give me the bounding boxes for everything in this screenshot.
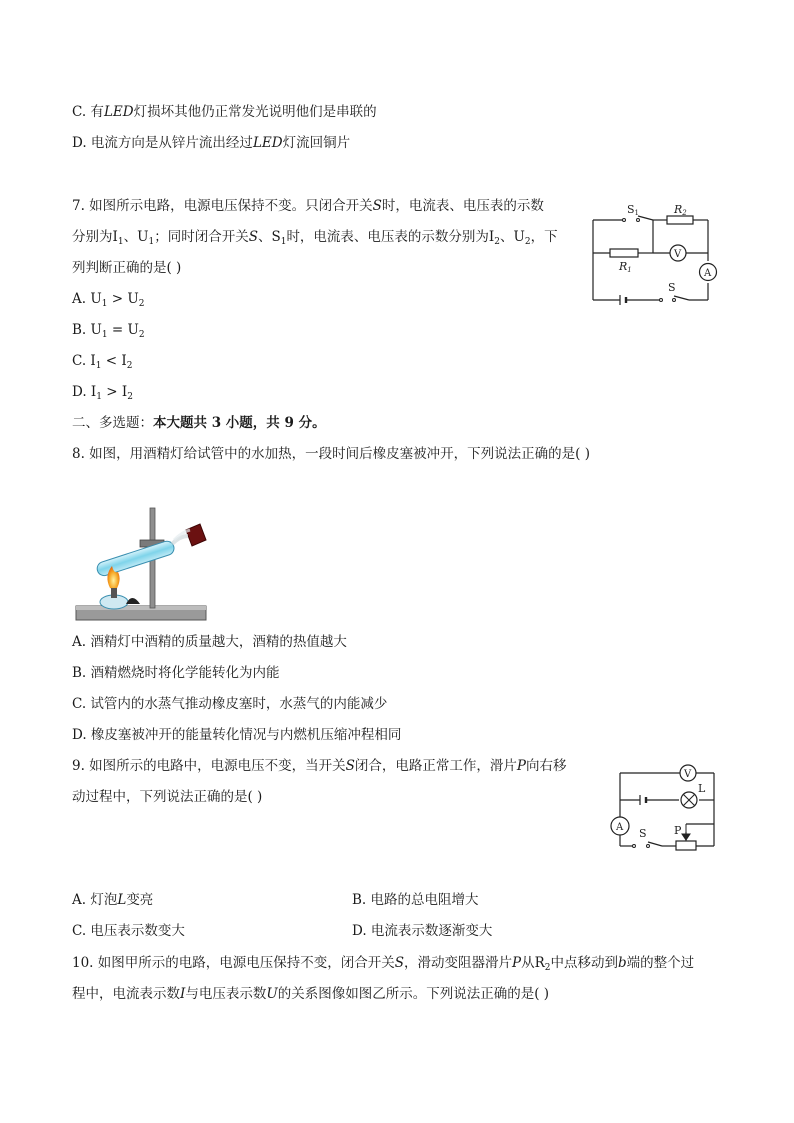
q6-option-d: D. 电流方向是从锌片流出经过LED灯流回铜片 [72, 135, 351, 151]
q9-label-s: S [639, 827, 647, 840]
q9-label-lamp: L [698, 782, 706, 795]
q9-option-b: B. 电路的总电阻增大 [352, 892, 479, 908]
q7-label-s1: S [627, 203, 635, 216]
q10-stem-line2: 程中，电流表示数I与电压表示数U的关系图像如图乙所示。下列说法正确的是( ) [72, 986, 550, 1002]
q8-option-c: C. 试管内的水蒸气推动橡皮塞时，水蒸气的内能减少 [72, 696, 388, 712]
q6-option-c: C. 有LED灯损坏其他仍正常发光说明他们是串联的 [72, 104, 377, 120]
q8-option-a: A. 酒精灯中酒精的质量越大，酒精的热值越大 [72, 634, 347, 650]
q8-option-d: D. 橡皮塞被冲开的能量转化情况与内燃机压缩冲程相同 [72, 727, 402, 743]
svg-text:R1: R1 [619, 260, 632, 274]
q7-stem-line2: 分别为$I_1$、$U_1$；同时闭合开关S、$S_1$时，电流表、电压表的示数分别为$I_2$、$U_2$，下 [72, 229, 558, 247]
q9-option-c: C. 电压表示数变大 [72, 923, 185, 939]
svg-text:R2: R2 [674, 203, 687, 217]
q8-option-b: B. 酒精燃烧时将化学能转化为内能 [72, 665, 280, 681]
q7-label-r1: R [619, 260, 628, 273]
q9-label-voltmeter: V [684, 769, 692, 780]
q7-label-r2: R [674, 203, 683, 216]
q7-option-c: C. $I_1 < I_2$ [72, 353, 133, 371]
q7-label-voltmeter: V [674, 249, 682, 260]
q9-option-a: A. 灯泡L变亮 [72, 892, 154, 908]
q10-stem-line1: 10. 如图甲所示的电路，电源电压保持不变，闭合开关S，滑动变阻器滑片P从$R_2$中点移动到b端的整个过 [72, 955, 695, 973]
q7-stem-line1: 7. 如图所示电路，电源电压保持不变。只闭合开关S时，电流表、电压表的示数 [72, 198, 544, 214]
section-multiple-choice-heading: 二、多选题：本大题共 3 小题，共 9 分。 [72, 415, 326, 431]
q7-circuit-diagram [586, 200, 726, 305]
q7-label-ammeter: A [704, 268, 712, 279]
q9-label-ammeter: A [616, 822, 624, 833]
q7-label-s: S [668, 281, 676, 294]
q7-option-a: A. $U_1 > U_2$ [72, 291, 145, 309]
q9-label-p: P [674, 824, 682, 837]
q9-stem-line2: 动过程中，下列说法正确的是( ) [72, 789, 263, 805]
q8-stem: 8. 如图，用酒精灯给试管中的水加热，一段时间后橡皮塞被冲开，下列说法正确的是( ) [72, 446, 590, 462]
q7-option-b: B. $U_1 = U_2$ [72, 322, 145, 340]
q7-option-d: D. $I_1 > I_2$ [72, 384, 133, 402]
q9-circuit-diagram [604, 762, 724, 852]
q7-stem-line3: 列判断正确的是( ) [72, 260, 182, 276]
q9-stem-line1: 9. 如图所示的电路中，电源电压不变，当开关S闭合，电路正常工作，滑片P向右移 [72, 758, 567, 774]
q9-option-d: D. 电流表示数逐渐变大 [352, 923, 493, 939]
q8-illustration [74, 500, 234, 625]
svg-text:S1: S1 [627, 203, 640, 217]
